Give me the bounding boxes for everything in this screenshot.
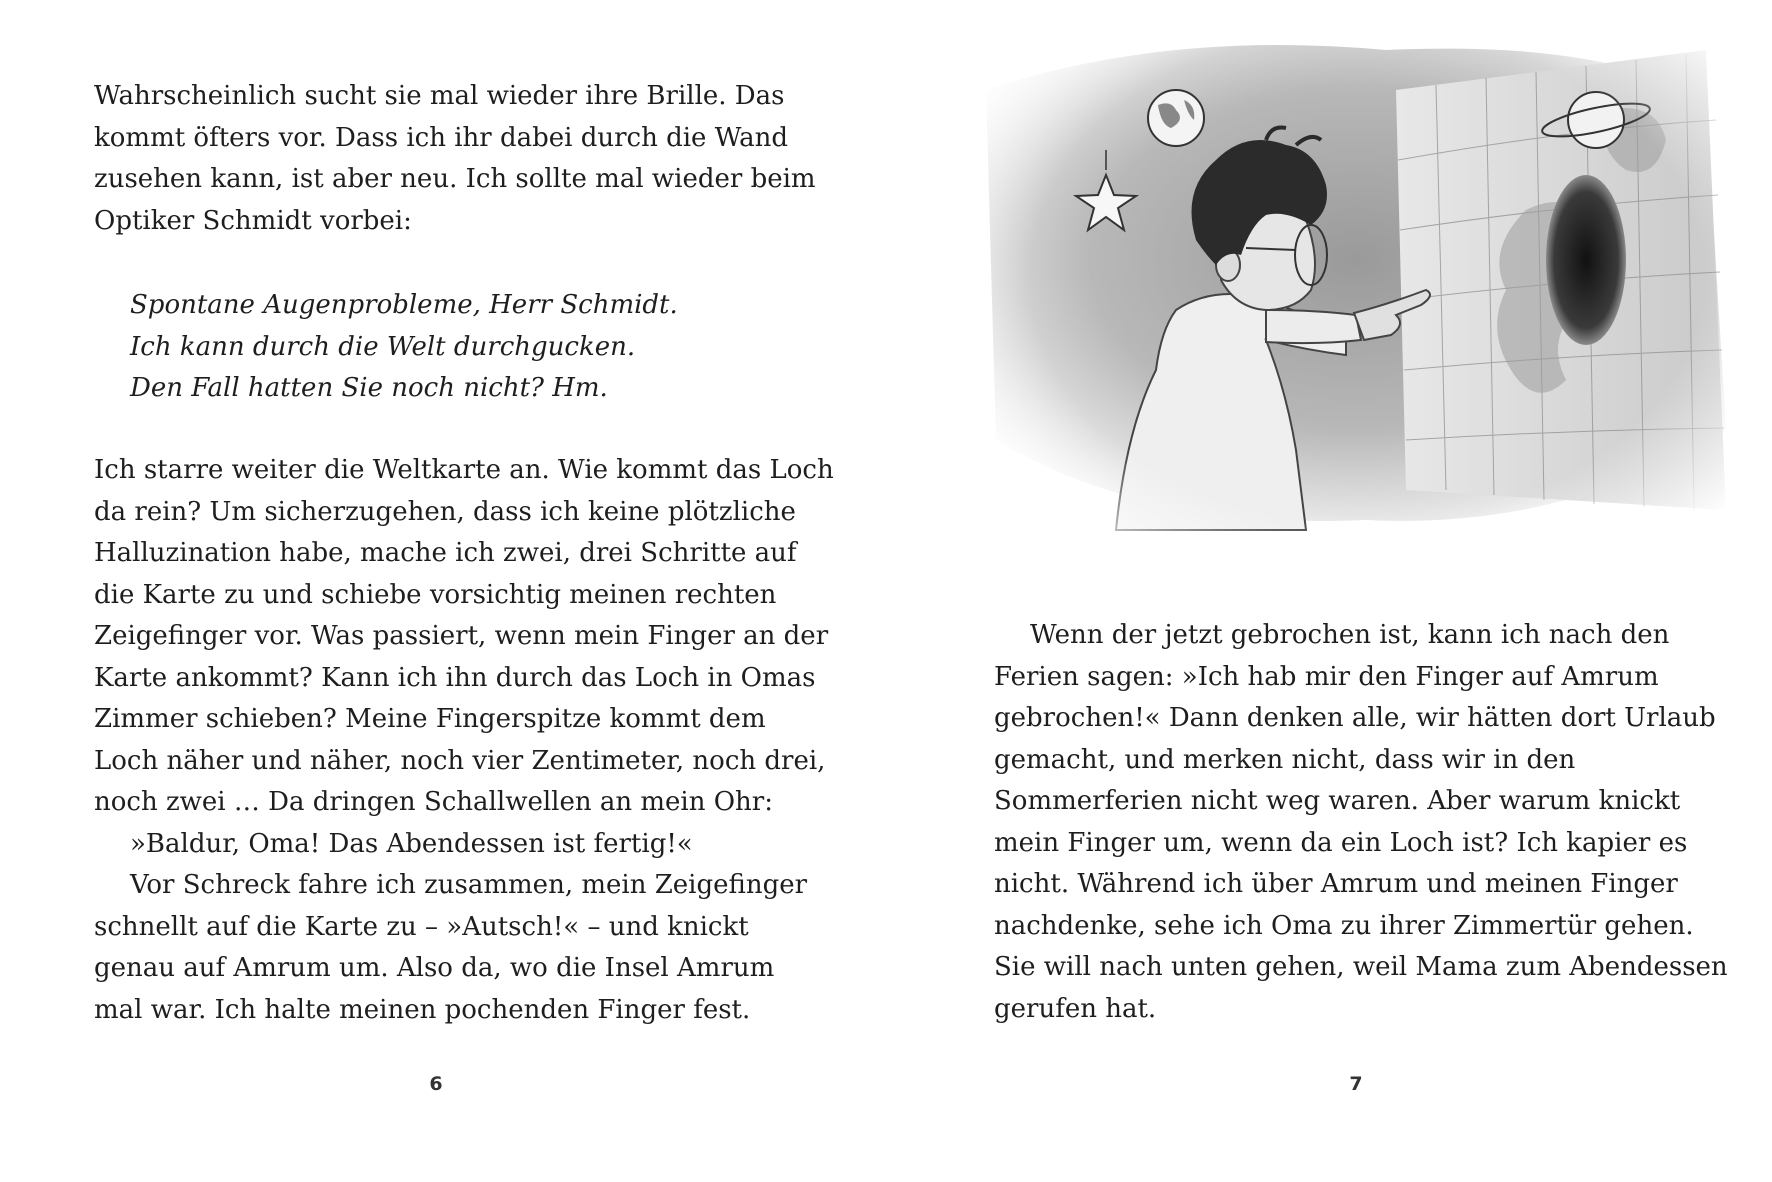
text-line: Zeigefinger vor. Was passiert, wenn mein Finger an der xyxy=(94,621,829,651)
text-line: Vor Schreck fahre ich zusammen, mein Zeigefinger xyxy=(130,870,808,900)
paragraph-2 xyxy=(94,450,834,1031)
text-line: Karte ankommt? Kann ich ihn durch das Loch in Omas xyxy=(94,662,816,693)
paragraph-1 xyxy=(94,76,816,242)
page-number: 6 xyxy=(429,1073,443,1095)
text-line: Halluzination habe, mache ich zwei, drei Schritte auf xyxy=(94,538,797,568)
boy-map-illustration xyxy=(966,10,1766,600)
text-line: Sie will nach unten gehen, weil Mama zum Abendessen xyxy=(994,952,1728,982)
text-line: mal war. Ich halte meinen pochenden Finger fest. xyxy=(94,994,751,1025)
text-line: Wahrscheinlich sucht sie mal wieder ihre Brille. Das xyxy=(94,81,785,111)
text-line: Zimmer schieben? Meine Fingerspitze kommt dem xyxy=(94,704,766,734)
text-line: nachdenke, sehe ich Oma zu ihrer Zimmertür gehen. xyxy=(994,910,1694,941)
poem-block xyxy=(130,285,678,410)
right-page xyxy=(886,0,1772,1182)
text-line: Sommerferien nicht weg waren. Aber warum knickt xyxy=(994,786,1681,816)
text-line: mein Finger um, wenn da ein Loch ist? Ich kapier es xyxy=(994,827,1688,858)
text-line: noch zwei … Da dringen Schallwellen an mein Ohr: xyxy=(94,787,773,817)
text-line: genau auf Amrum um. Also da, wo die Insel Amrum xyxy=(94,953,775,983)
text-line: gebrochen!« Dann denken alle, wir hätten dort Urlaub xyxy=(994,703,1716,733)
text-line: Ich starre weiter die Weltkarte an. Wie kommt das Loch xyxy=(94,455,834,485)
poem-line: Ich kann durch die Welt durchgucken. xyxy=(130,331,636,362)
page-number: 7 xyxy=(1349,1073,1363,1095)
text-line: nicht. Während ich über Amrum und meinen Finger xyxy=(994,869,1678,899)
text-line: die Karte zu und schiebe vorsichtig meinen rechten xyxy=(94,579,777,610)
text-line: Loch näher und näher, noch vier Zentimeter, noch drei, xyxy=(94,745,826,776)
text-line: »Baldur, Oma! Das Abendessen ist fertig!« xyxy=(130,828,693,859)
poem-line: Den Fall hatten Sie noch nicht? Hm. xyxy=(130,373,608,403)
text-line: zusehen kann, ist aber neu. Ich sollte mal wieder beim xyxy=(94,164,816,194)
text-line: kommt öfters vor. Dass ich ihr dabei durch die Wand xyxy=(94,122,789,153)
text-line: Ferien sagen: »Ich hab mir den Finger auf Amrum xyxy=(994,661,1659,692)
text-line: gemacht, und merken nicht, dass wir in den xyxy=(994,744,1576,775)
poem-line: Spontane Augenprobleme, Herr Schmidt. xyxy=(130,290,678,320)
text-line: Wenn der jetzt gebrochen ist, kann ich nach den xyxy=(1030,620,1670,650)
paragraph-3 xyxy=(994,615,1728,1030)
text-line: schnellt auf die Karte zu – »Autsch!« – und knickt xyxy=(94,911,749,942)
text-line: da rein? Um sicherzugehen, dass ich keine plötzliche xyxy=(94,496,796,527)
text-line: gerufen hat. xyxy=(994,993,1157,1024)
text-line: Optiker Schmidt vorbei: xyxy=(94,205,412,236)
